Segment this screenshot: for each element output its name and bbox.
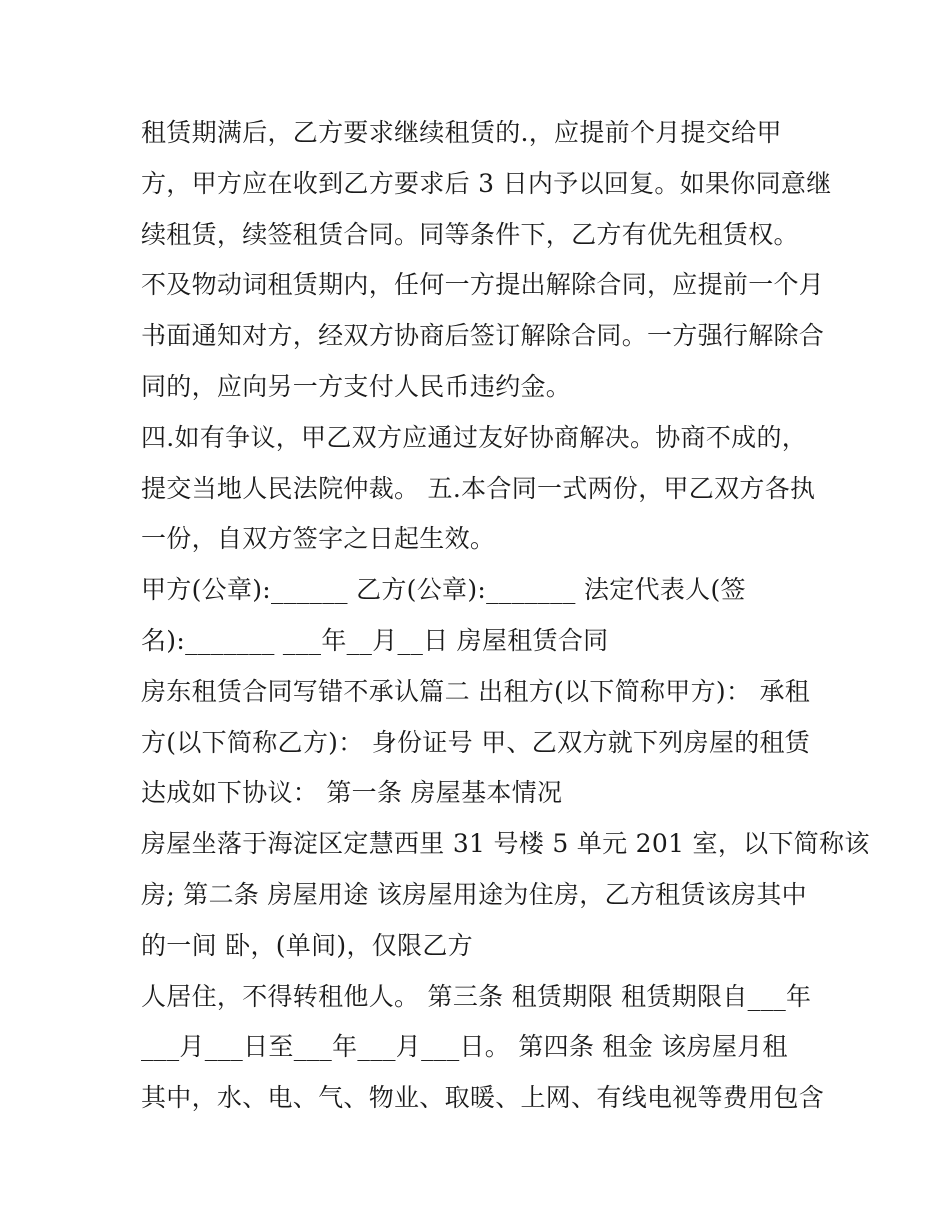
- text-line: 提交当地人民法院仲裁。 五.本合同一式两份，甲乙双方各执: [141, 473, 816, 503]
- text-line: ___月___日至___年___月___日。 第四条 租金 该房屋月租: [141, 1032, 788, 1062]
- signature-date-line: 名):_______ ___年__月__日 房屋租赁合同: [141, 625, 609, 655]
- text-line: 房东租赁合同写错不承认篇二 出租方(以下简称甲方)： 承租: [141, 676, 811, 706]
- text-line: 的一间 卧，(单间)，仅限乙方: [141, 930, 473, 960]
- text-line: 达成如下协议： 第一条 房屋基本情况: [141, 778, 563, 808]
- contract-text-body: [141, 108, 870, 1124]
- text-line: 续租赁，续签租赁合同。同等条件下，乙方有优先租赁权。: [141, 219, 799, 249]
- text-line: 方(以下简称乙方)： 身份证号 甲、乙双方就下列房屋的租赁: [141, 727, 811, 757]
- text-line: 一份，自双方签字之日起生效。: [141, 524, 496, 554]
- text-line: 人居住，不得转租他人。 第三条 租赁期限 租赁期限自___年: [141, 981, 812, 1011]
- text-line: 租赁期满后，乙方要求继续租赁的.，应提前个月提交给甲: [141, 118, 782, 147]
- signature-line: 甲方(公章):______ 乙方(公章):_______ 法定代表人(签: [141, 575, 746, 605]
- text-line: 房; 第二条 房屋用途 该房屋用途为住房，乙方租赁该房其中: [141, 879, 807, 909]
- text-line: 不及物动词租赁期内，任何一方提出解除合同，应提前一个月: [141, 270, 825, 300]
- text-line: 书面通知对方，经双方协商后签订解除合同。一方强行解除合: [141, 321, 825, 351]
- text-line: 同的，应向另一方支付人民币违约金。: [141, 371, 572, 401]
- text-line: 房屋坐落于海淀区定慧西里 31 号楼 5 单元 201 室，以下简称该: [141, 829, 870, 859]
- text-line: 四.如有争议，甲乙双方应通过友好协商解决。协商不成的，: [141, 422, 808, 452]
- text-line: 方，甲方应在收到乙方要求后 3 日内予以回复。如果你同意继: [141, 168, 832, 198]
- text-line: 其中，水、电、气、物业、取暖、上网、有线电视等费用包含: [141, 1083, 825, 1113]
